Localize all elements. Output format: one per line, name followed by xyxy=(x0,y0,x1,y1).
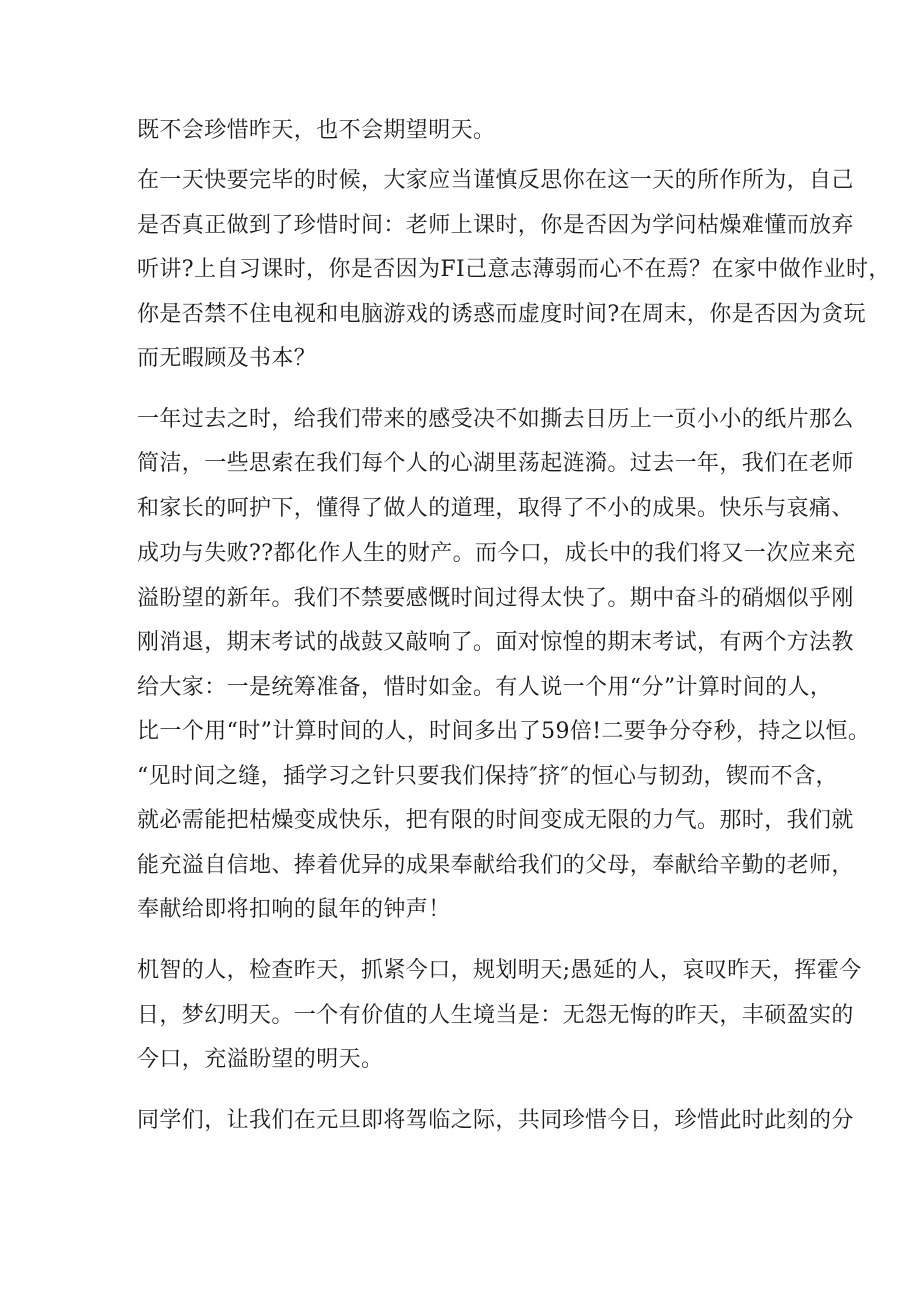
text-line: 成功与失败??都化作人生的财产。而今口，成长中的我们将又一次应来充 xyxy=(137,541,856,566)
text-line: “见时间之缝，插学习之针只要我们保持″挤″的恒心与韧劲，锲而不含， xyxy=(137,764,838,789)
text-line: 奉献给即将扣响的鼠年的钟声！ xyxy=(137,897,451,922)
text-line: 是否真正做到了珍惜时间：老师上课时，你是否因为学问枯燥难懂而放弃 xyxy=(137,213,854,238)
text-line: 能充溢自信地、捧着优异的成果奉献给我们的父母，奉献给辛勤的老师， xyxy=(137,853,854,878)
text-line: 就必需能把枯燥变成快乐，把有限的时间变成无限的力气。那时，我们就 xyxy=(137,808,854,833)
text-line: 同学们，让我们在元旦即将驾临之际，共同珍惜今日，珍惜此时此刻的分 xyxy=(137,1108,854,1133)
text-line: 刚消退，期末考试的战鼓又敲响了。面对惊惶的期末考试，有两个方法教 xyxy=(137,630,854,655)
text-line: 给大家：一是统筹准备，惜时如金。有人说一个用“分”计算时间的人， xyxy=(137,675,833,700)
text-line: 今口，充溢盼望的明天。 xyxy=(137,1047,384,1072)
text-line: 而无暇顾及书本？ xyxy=(137,346,317,371)
text-line: 溢盼望的新年。我们不禁要感慨时间过得太快了。期中奋斗的硝烟似乎刚 xyxy=(137,586,854,611)
text-line: 简洁，一些思索在我们每个人的心湖里荡起涟漪。过去一年，我们在老师 xyxy=(137,451,854,476)
text-line: 在一天快要完毕的时候，大家应当谨慎反思你在这一天的所作所为，自己 xyxy=(137,168,854,193)
text-line: 和家长的呵护下，懂得了做人的道理，取得了不小的成果。快乐与哀痛、 xyxy=(137,496,854,521)
text-line: 机智的人，检查昨天，抓紧今口，规划明天;愚延的人，哀叹昨天，挥霍今 xyxy=(137,958,862,983)
text-line: 你是否禁不住电视和电脑游戏的诱惑而虚度时间?在周末，你是否因为贪玩 xyxy=(137,302,866,327)
text-line: 日，梦幻明天。一个有价值的人生境当是：无怨无悔的昨天，丰硕盈实的 xyxy=(137,1003,854,1028)
text-line: 听讲?上自习课时，你是否因为FI己意志薄弱而心不在焉？在家中做作业时， xyxy=(137,257,891,282)
text-line: 既不会珍惜昨天，也不会期望明天。 xyxy=(137,118,496,143)
text-line: 比一个用“时”计算时间的人，时间多出了59倍!二要争分夺秒，持之以恒。 xyxy=(137,719,871,744)
text-line: 一年过去之时，给我们带来的感受决不如撕去日历上一页小小的纸片那么 xyxy=(137,407,854,432)
